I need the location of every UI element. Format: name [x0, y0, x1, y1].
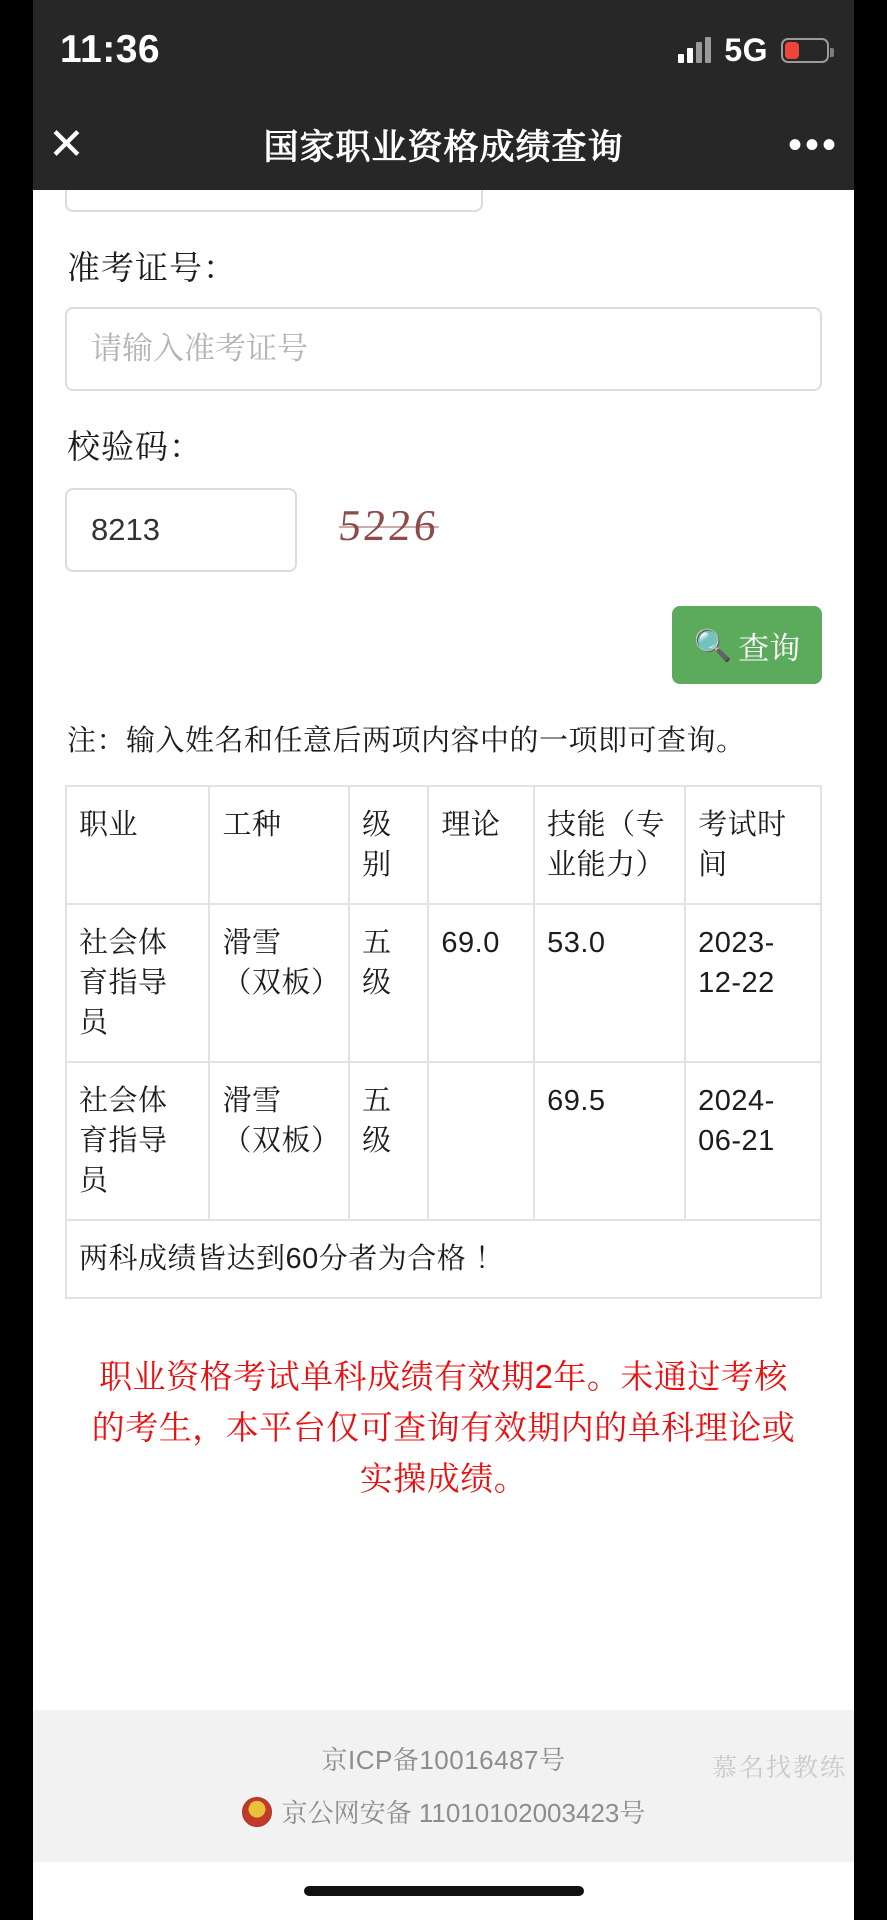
table-row	[66, 1062, 821, 1220]
pass-note: 两科成绩皆达到60分者为合格 ！	[66, 1220, 821, 1298]
table-header-row	[66, 786, 821, 904]
cell-theory: 69.0	[428, 904, 534, 1062]
cell-theory	[428, 1062, 534, 1220]
col-header-skill: 技能（专业能力）	[534, 786, 685, 904]
cell-type: 滑雪（双板）	[209, 904, 349, 1062]
status-time: 11:36	[60, 28, 161, 71]
more-options-icon[interactable]: •••	[787, 123, 839, 167]
close-icon[interactable]: ✕	[48, 120, 85, 169]
table-pass-note-row	[66, 1220, 821, 1298]
signal-bars-icon	[678, 37, 711, 63]
nav-bar	[0, 100, 887, 190]
gongan-record-label: 京公网安备 11010102003423号	[281, 1798, 646, 1828]
bezel-left	[0, 0, 33, 1920]
cell-exam-date: 2024-06-21	[685, 1062, 821, 1220]
col-header-level: 级别	[349, 786, 428, 904]
captcha-image[interactable]: 5226	[336, 501, 443, 550]
cell-level: 五级	[349, 904, 428, 1062]
page-body	[0, 190, 887, 1862]
query-button[interactable]	[672, 606, 822, 684]
cell-skill: 69.5	[534, 1062, 685, 1220]
network-type-label: 5G	[724, 31, 768, 68]
cell-skill: 53.0	[534, 904, 685, 1062]
query-button-row	[65, 606, 822, 684]
results-table	[65, 785, 822, 1299]
search-icon: 🔍	[693, 627, 733, 663]
col-header-occupation: 职业	[66, 786, 209, 904]
page-title: 国家职业资格成绩查询	[263, 128, 624, 167]
col-header-type: 工种	[209, 786, 349, 904]
cell-occupation: 社会体育指导员	[66, 904, 209, 1062]
bezel-right	[854, 0, 887, 1920]
icp-record[interactable]: 京ICP备10016487号	[321, 1745, 566, 1775]
table-row	[66, 904, 821, 1062]
query-card	[33, 190, 854, 1710]
cell-type: 滑雪（双板）	[209, 1062, 349, 1220]
battery-icon	[781, 38, 829, 63]
home-indicator[interactable]	[304, 1886, 584, 1896]
captcha-input[interactable]	[65, 488, 297, 572]
validity-warning: 职业资格考试单科成绩有效期2年。未通过考核的考生，本平台仅可查询有效期内的单科理论或实操成绩。	[91, 1358, 796, 1498]
ticket-number-input[interactable]	[65, 307, 822, 391]
home-indicator-area	[0, 1862, 887, 1920]
ticket-number-label: 准考证号：	[67, 249, 237, 286]
previous-field-clipped	[65, 190, 483, 212]
watermark: 慕名找教练	[711, 1754, 847, 1782]
captcha-label: 校验码：	[67, 428, 203, 465]
col-header-exam-date: 考试时间	[685, 786, 821, 904]
status-indicators	[678, 32, 829, 69]
status-bar	[0, 0, 887, 100]
police-badge-icon	[242, 1797, 272, 1827]
gongan-record[interactable]	[33, 1793, 854, 1830]
cell-occupation: 社会体育指导员	[66, 1062, 209, 1220]
query-button-label: 查询	[738, 630, 801, 666]
cell-level: 五级	[349, 1062, 428, 1220]
cell-exam-date: 2023-12-22	[685, 904, 821, 1062]
col-header-theory: 理论	[428, 786, 534, 904]
form-note: 注：输入姓名和任意后两项内容中的一项即可查询。	[67, 725, 746, 757]
